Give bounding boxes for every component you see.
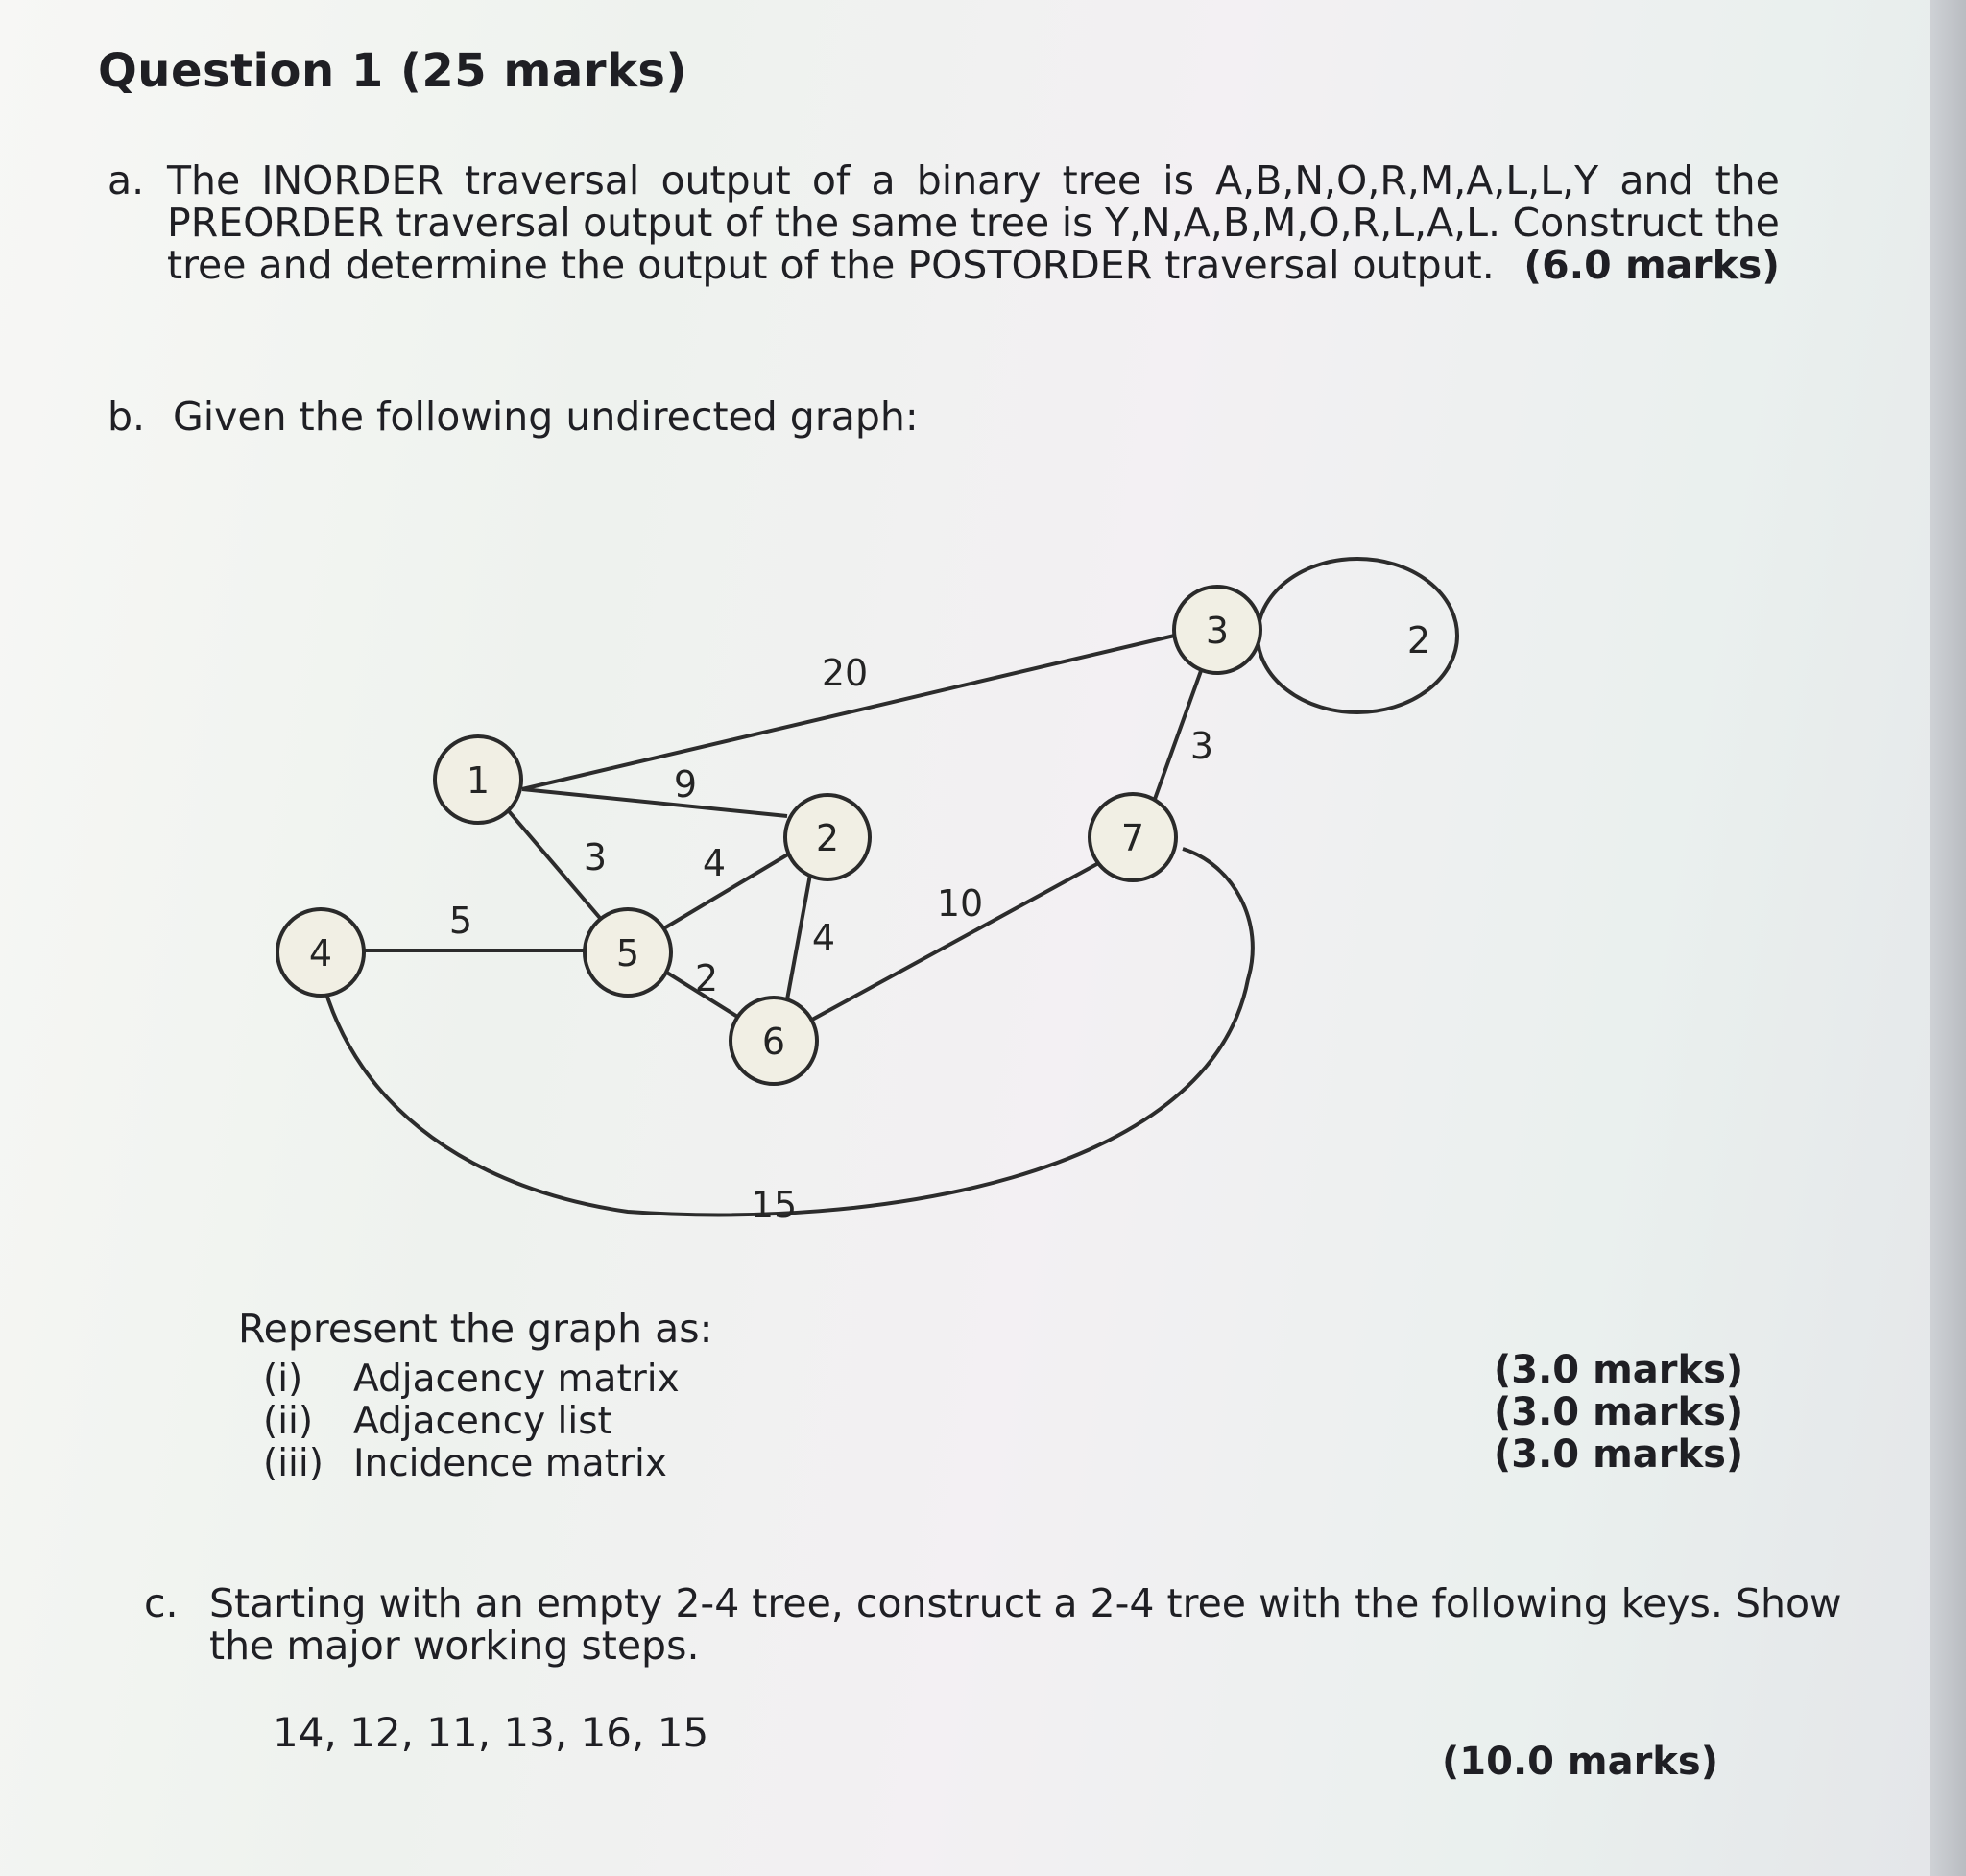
- weight-7-3: 3: [1189, 725, 1214, 767]
- part-a-word: of: [811, 157, 851, 204]
- weight-1-3: 20: [821, 652, 869, 694]
- node-2: [785, 795, 870, 879]
- node-1: [435, 736, 521, 823]
- part-b-intro: Given the following undirected graph:: [173, 394, 919, 440]
- represent-item-3-num: (iii): [263, 1442, 324, 1485]
- weight-1-5: 3: [583, 836, 608, 878]
- part-a-word: PREORDER: [167, 200, 384, 246]
- part-a-word: the: [1714, 157, 1780, 204]
- part-a-word: the: [774, 200, 840, 246]
- part-c-label: c.: [144, 1580, 179, 1626]
- represent-item-2-num: (ii): [263, 1400, 314, 1443]
- weight-5-2: 4: [702, 842, 727, 884]
- question-title: Question 1 (25 marks): [98, 44, 687, 98]
- part-a-word: Construct: [1512, 200, 1704, 246]
- represent-heading: Represent the graph as:: [238, 1306, 713, 1352]
- edge-1-2: [522, 789, 787, 816]
- page-edge: [1930, 0, 1966, 1876]
- part-b-label: b.: [108, 394, 146, 440]
- node-6-label: 6: [761, 1021, 786, 1063]
- node-4: [277, 909, 364, 996]
- part-c-text: [209, 1582, 1842, 1667]
- part-a-word: output: [583, 200, 713, 246]
- weight-4-5: 5: [448, 900, 473, 942]
- part-a-marks: (6.0 marks): [1523, 242, 1780, 288]
- edge-5-2: [662, 853, 791, 929]
- part-a-word: is: [1061, 200, 1093, 246]
- node-2-label: 2: [815, 817, 840, 859]
- part-a-word: The: [167, 157, 241, 204]
- represent-item-2-marks: (3.0 marks): [1494, 1390, 1744, 1434]
- node-1-label: 1: [466, 759, 491, 802]
- part-a-word: same: [851, 200, 959, 246]
- represent-item-2-text: Adjacency list: [353, 1400, 612, 1443]
- node-5-label: 5: [615, 932, 640, 974]
- node-4-label: 4: [308, 932, 333, 974]
- weight-3-3-loop: 2: [1406, 619, 1431, 661]
- weight-6-7: 10: [936, 882, 984, 925]
- part-c-line-2: the major working steps.: [209, 1623, 700, 1669]
- node-7: [1090, 794, 1176, 880]
- part-a-word: a: [871, 157, 896, 204]
- part-a-word: tree: [1062, 157, 1142, 204]
- part-c-marks: (10.0 marks): [1442, 1740, 1718, 1784]
- weight-1-2: 9: [673, 763, 698, 806]
- node-3: [1174, 587, 1260, 673]
- part-c-keys: 14, 12, 11, 13, 16, 15: [273, 1709, 709, 1756]
- part-a-word: of: [724, 200, 763, 246]
- edge-2-6: [785, 864, 812, 1010]
- part-c-line-1: Starting with an empty 2-4 tree, construct a 2-4 tree with the following keys. Show: [209, 1580, 1842, 1626]
- represent-item-3-marks: (3.0 marks): [1494, 1432, 1744, 1477]
- part-a-label: a.: [108, 157, 145, 204]
- node-6: [731, 998, 817, 1084]
- node-5: [585, 909, 671, 996]
- part-a-word: INORDER: [261, 157, 444, 204]
- part-a-word: A,B,N,O,R,M,A,L,L,Y: [1215, 157, 1599, 204]
- part-a-word: traversal: [396, 200, 571, 246]
- part-a-word: traversal: [465, 157, 640, 204]
- part-a-word: is: [1163, 157, 1194, 204]
- part-a-word: tree: [970, 200, 1050, 246]
- part-a-last-line: tree and determine the output of the POSTORDER traversal output.: [167, 242, 1495, 288]
- weight-2-6: 4: [811, 917, 836, 959]
- weight-4-7: 15: [750, 1184, 798, 1226]
- represent-item-1-marks: (3.0 marks): [1494, 1348, 1744, 1392]
- part-a-word: output: [660, 157, 791, 204]
- part-a-word: and: [1619, 157, 1694, 204]
- part-a-word: Y,N,A,B,M,O,R,L,A,L.: [1104, 200, 1501, 246]
- node-3-label: 3: [1205, 610, 1230, 652]
- represent-item-3-text: Incidence matrix: [353, 1442, 667, 1485]
- part-a-word: the: [1714, 200, 1780, 246]
- node-7-label: 7: [1120, 817, 1145, 859]
- weight-5-6: 2: [694, 957, 719, 999]
- part-a-word: binary: [916, 157, 1042, 204]
- represent-item-1-num: (i): [263, 1358, 303, 1401]
- represent-item-1-text: Adjacency matrix: [353, 1358, 680, 1401]
